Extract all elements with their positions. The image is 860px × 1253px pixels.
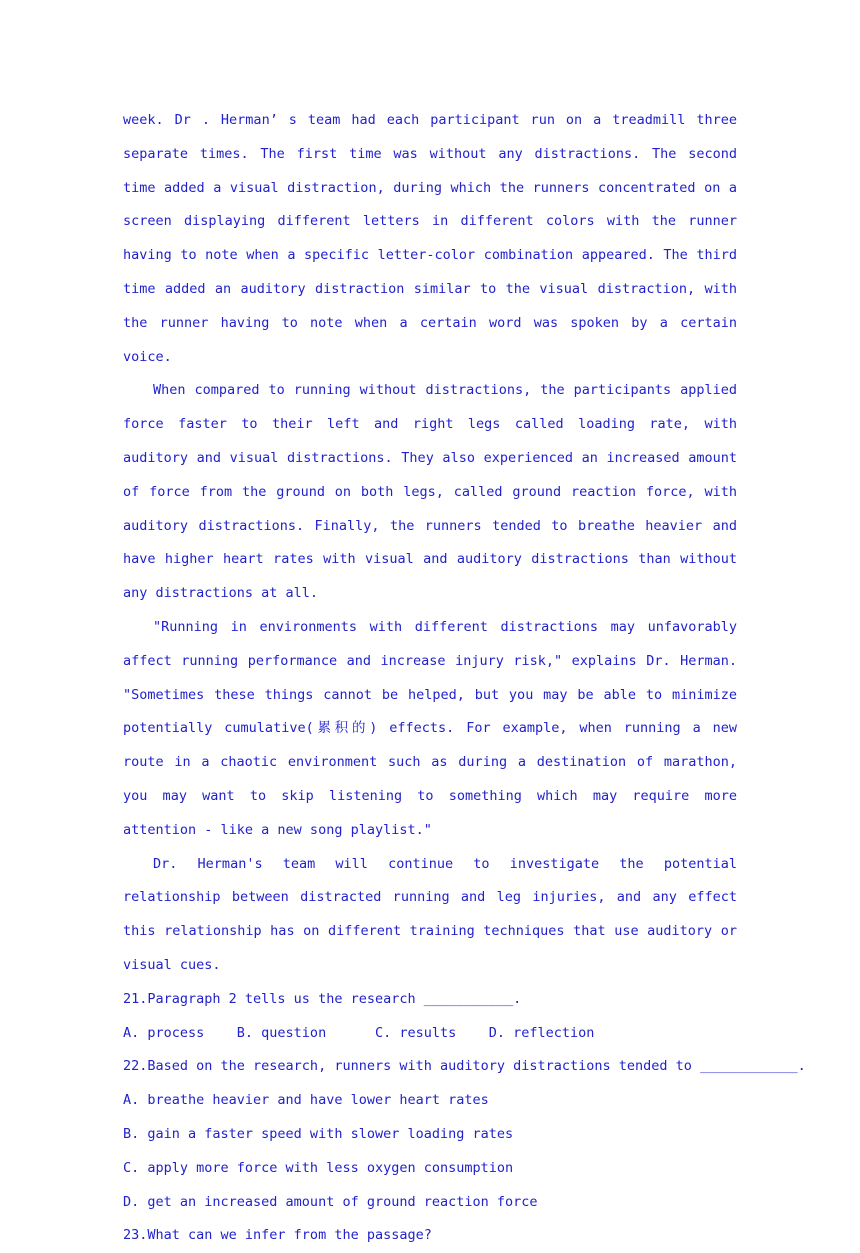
document-body (123, 104, 806, 1253)
question-22-option-d: D. get an increased amount of ground reaction force (123, 1193, 538, 1210)
question-21-stem: 21.Paragraph 2 tells us the research ___________. (123, 990, 522, 1007)
passage-paragraph-3: "Running in environments with different distractions may unfavorably affect running performance and increase injury risk," explains Dr. Herman. "Sometimes these things cannot be helped, but you may be able to minimize potentially cumulative(累积的) effects. For example, when running a new route in a chaotic environment such as during a destination of marathon, you may want to skip listening to something which may require more attention - like a new song playlist." (123, 618, 737, 838)
passage-paragraph-4: Dr. Herman's team will continue to investigate the potential relationship between distracted running and leg injuries, and any effect this relationship has on different training techniques that use auditory or visual cues. (123, 855, 737, 973)
question-22-option-a: A. breathe heavier and have lower heart rates (123, 1092, 489, 1109)
question-22-stem: 22.Based on the research, runners with auditory distractions tended to ____________. (123, 1058, 806, 1075)
question-22-option-c: C. apply more force with less oxygen consumption (123, 1159, 514, 1176)
passage-paragraph-1: week. Dr . Herman’ s team had each participant run on a treadmill three separate times. The first time was without any distractions. The second time added a visual distraction, during which the runners concentrated on a screen displaying different letters in different colors with the runner having to note when a specific letter-color combination appeared. The third time added an auditory distraction similar to the visual distraction, with the runner having to note when a certain word was spoken by a certain voice. (123, 112, 737, 365)
question-22-option-b: B. gain a faster speed with slower loading rates (123, 1125, 514, 1142)
question-21-options: A. process B. question C. results D. reflection (123, 1024, 595, 1041)
question-23-stem: 23.What can we infer from the passage? (123, 1227, 432, 1244)
passage-paragraph-2: When compared to running without distractions, the participants applied force faster to their left and right legs called loading rate, with auditory and visual distractions. They also experienced an increased amount of force from the ground on both legs, called ground reaction force, with auditory distractions. Finally, the runners tended to breathe heavier and have higher heart rates with visual and auditory distractions than without any distractions at all. (123, 382, 737, 602)
